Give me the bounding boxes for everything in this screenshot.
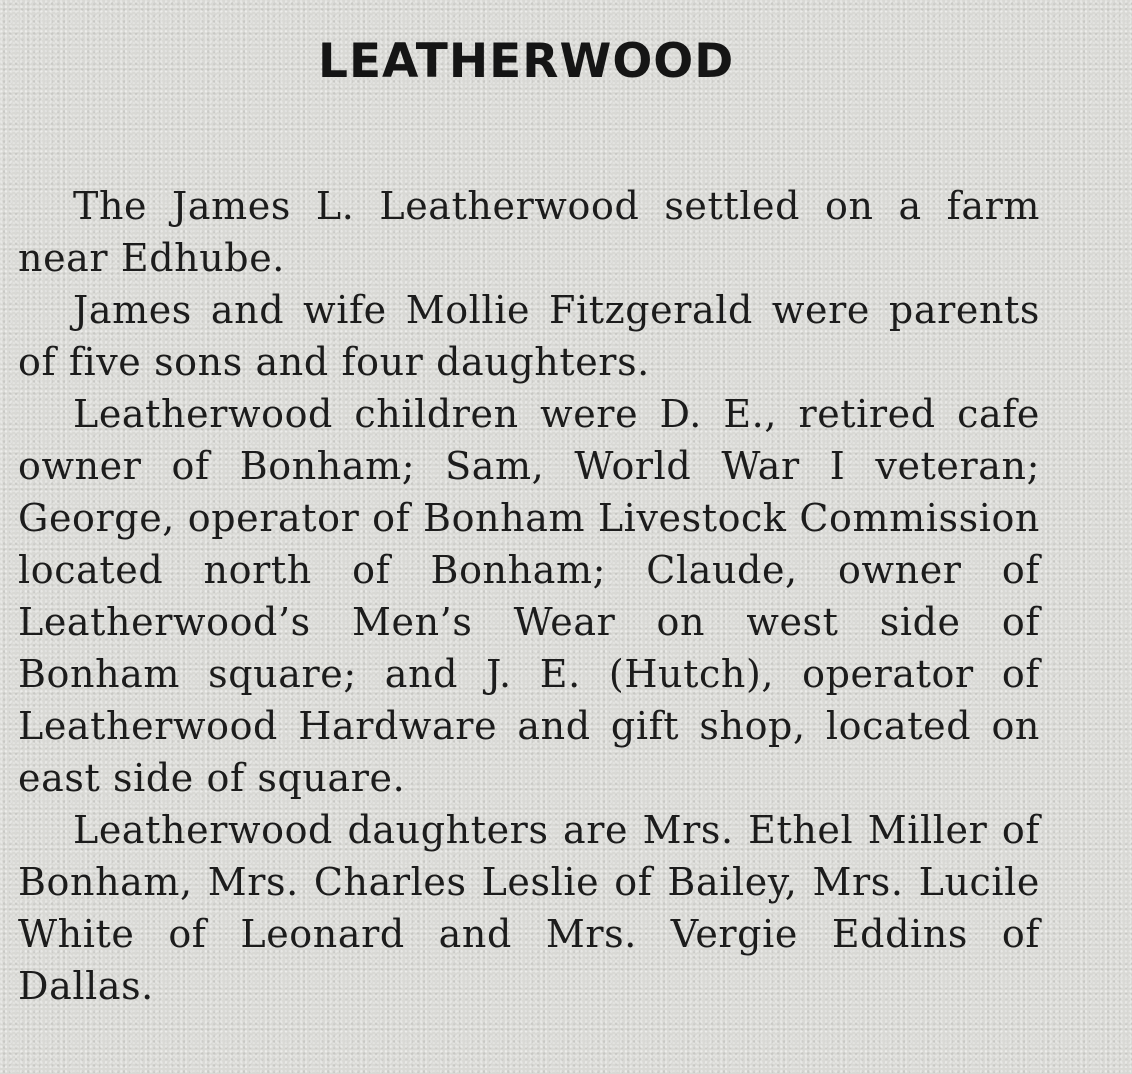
paragraph-parents: James and wife Mollie Fitzgerald were parents of five sons and four daughters. [18,288,1040,384]
paragraph-sons: Leatherwood children were D. E., retired cafe owner of Bonham; Sam, World War I veteran; George, operator of Bonham Livestock Commission located north of Bonham; Claude, owner of Leatherwood’s Men’s Wear on west side of Bonham square; and J. E. (Hutch), operator of Leatherwood Hardware and gift shop, located on east side of square. [18,392,1040,800]
paragraph-daughters: Leatherwood daughters are Mrs. Ethel Miller of Bonham, Mrs. Charles Leslie of Bailey, Mrs. Lucile White of Leonard and Mrs. Vergie Eddins of Dallas. [18,808,1040,1008]
paragraph-settlement: The James L. Leatherwood settled on a farm near Edhube. [18,184,1040,280]
article-title: LEATHERWOOD [318,34,735,89]
article-body [18,180,1040,1012]
